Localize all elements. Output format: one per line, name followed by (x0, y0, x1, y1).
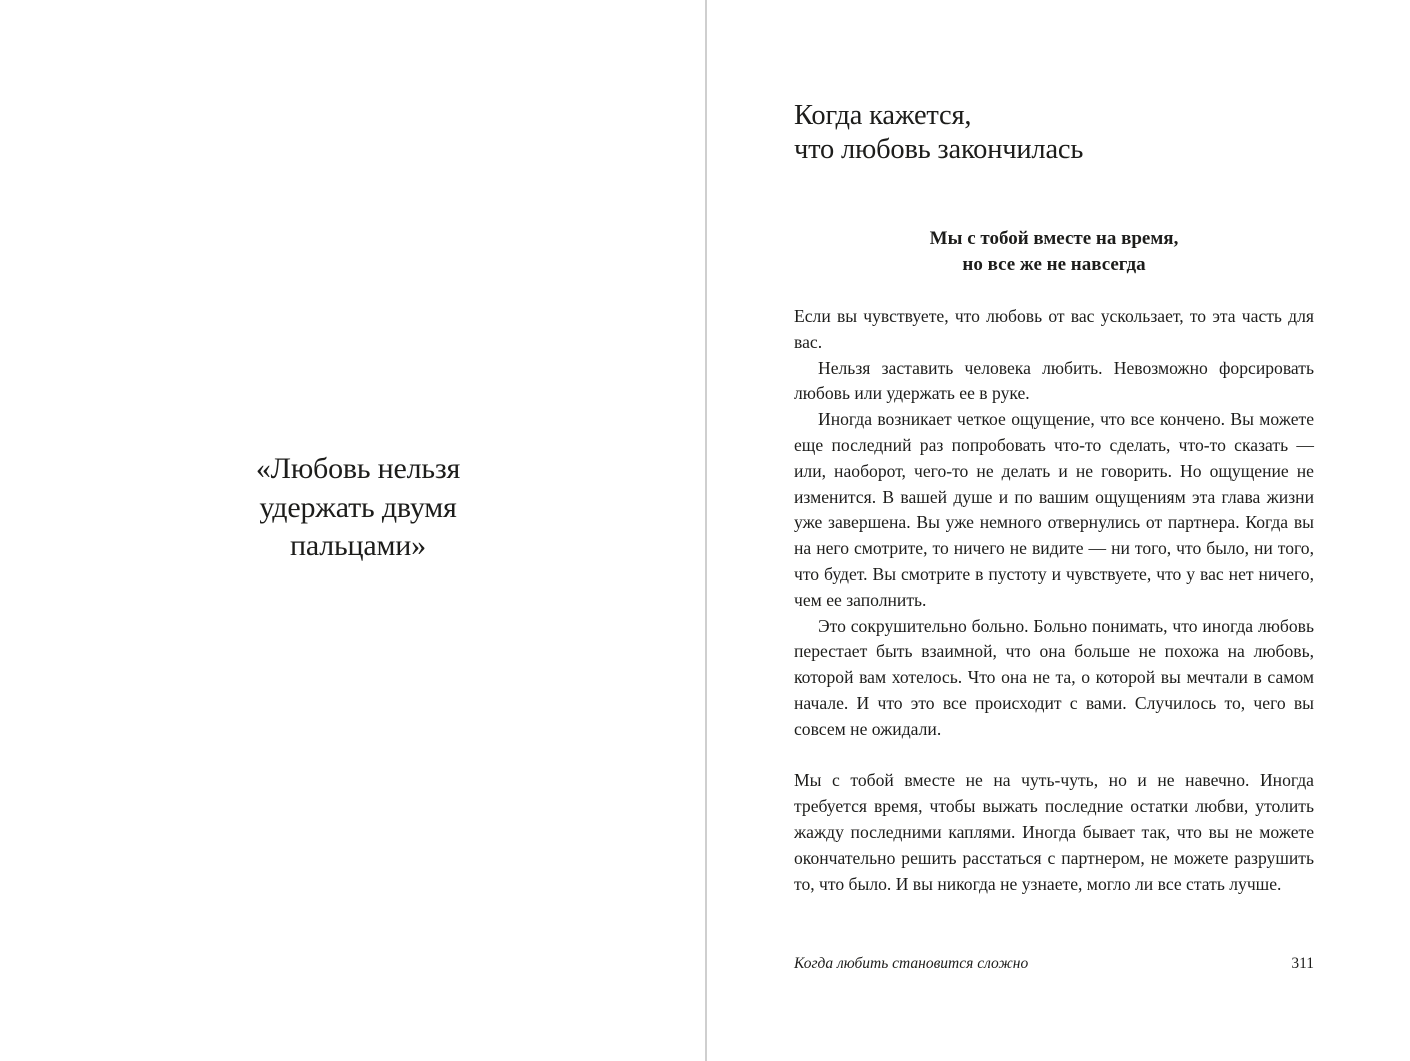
epigraph-line: удержать двумя (259, 490, 457, 524)
chapter-title-line: Когда кажется, (794, 100, 972, 131)
body-text (794, 304, 1314, 897)
epigraph-line: пальцами» (290, 529, 426, 562)
running-title: Когда любить становится сложно (794, 955, 1029, 972)
section-heading (794, 226, 1314, 278)
section-heading-line: Мы с тобой вместе на время, (929, 228, 1179, 249)
right-page (707, 0, 1410, 1061)
paragraph-closing: Мы с тобой вместе не на чуть-чуть, но и не навечно. Иногда требуется время, чтобы выжать последние остатки любви, утолить жажду последними каплями. Иногда бывает так, что вы не можете окончательно решить расстаться с партнером, не можете разрушить то, что было. И вы никогда не узнаете, могло ли все стать лучше. (794, 770, 1314, 894)
chapter-title-line: что любовь закончилась (794, 134, 1084, 165)
chapter-title (794, 99, 1294, 167)
paragraph: Иногда возникает четкое ощущение, что все кончено. Вы можете еще последний раз попробовать что-то сделать, что-то сказать — или, наоборот, чего-то не делать и не говорить. Но ощущение не изменится. В вашей душе и по вашим ощущениям эта глава жизни уже завершена. Вы уже немного отвернулись от партнера. Когда вы на него смотрите, то ничего не видите — ни того, что было, ни того, что будет. Вы смотрите в пустоту и чувствуете, что у вас нет ничего, чем ее заполнить. (794, 409, 1314, 610)
page-number: 311 (1291, 955, 1314, 972)
epigraph-line: «Любовь нельзя (255, 452, 461, 485)
epigraph-quote (200, 450, 516, 566)
section-heading-line: но все же не навсегда (962, 254, 1146, 275)
paragraph-intro: Если вы чувствуете, что любовь от вас ускользает, то эта часть для вас. (794, 306, 1314, 352)
paragraph: Это сокрушительно больно. Больно понимать, что иногда любовь перестает быть взаимной, что она больше не похожа на любовь, которой вам хотелось. Что она не та, о которой вы мечтали в самом начале. И что это все происходит с вами. Случилось то, чего вы совсем не ожидали. (794, 615, 1314, 739)
running-footer (794, 952, 1314, 976)
paragraph: Нельзя заставить человека любить. Невозможно форсировать любовь или удержать ее в руке. (794, 357, 1314, 404)
